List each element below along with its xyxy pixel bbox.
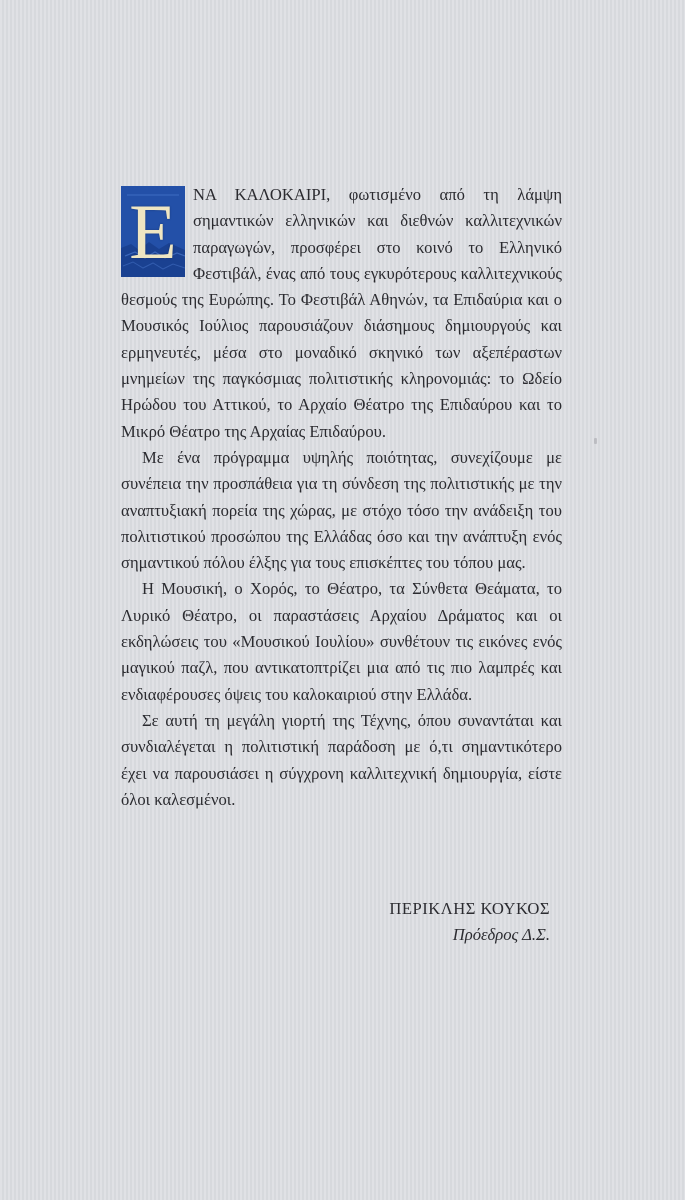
signature-title: Πρόεδρος Δ.Σ. (452, 925, 550, 944)
letter-body (121, 182, 562, 813)
dropcap-letter: Ε (129, 188, 177, 275)
paragraph-1-text: ΝΑ ΚΑΛΟΚΑΙΡΙ, φωτισμένο από τη λάμψη σημαντικών ελληνικών και διεθνών καλλιτεχνικών παραγωγών, προσφέρει στο κοινό το Ελληνικό Φεστιβάλ, ένας από τους εγκυρότερους καλλιτεχνικούς θεσμούς της Ευρώπης. Το Φεστιβάλ Αθηνών, τα Επιδαύρια και ο Μουσικός Ιούλιος παρουσιάζουν διάσημους δημιουργούς και ερμηνευτές, μέσα στο μοναδικό σκηνικό των αξεπέραστων μνημείων της παγκόσμιας πολιτιστικής κληρονομιάς: το Ωδείο Ηρώδου του Αττικού, το Αρχαίο Θέατρο της Επιδαύρου και το Μικρό Θέατρο της Αρχαίας Επιδαύρου. (121, 185, 562, 441)
paper-speck (594, 438, 597, 444)
dropcap-block (121, 186, 185, 277)
paragraph-3: Η Μουσική, ο Χορός, το Θέατρο, τα Σύνθετα Θεάματα, το Λυρικό Θέατρο, οι παραστάσεις Αρχαίου Δράματος και οι εκδηλώσεις του «Μουσικού Ιουλίου» συνθέτουν τις εικόνες ενός μαγικού παζλ, που αντικατοπτρίζει μια από τις πιο λαμπρές και ενδιαφέρουσες όψεις του καλοκαιριού στην Ελλάδα. (121, 579, 562, 704)
paragraph-4: Σε αυτή τη μεγάλη γιορτή της Τέχνης, όπου συναντάται και συνδιαλέγεται η πολιτιστική παράδοση με ό,τι σημαντικότερο έχει να παρουσιάσει η σύγχρονη καλλιτεχνική δημιουργία, είστε όλοι καλεσμένοι. (121, 710, 562, 809)
paragraph-1 (121, 182, 562, 445)
paragraph-2: Με ένα πρόγραμμα υψηλής ποιότητας, συνεχίζουμε με συνέπεια την προσπάθεια για τη σύνδεση της πολιτιστικής με την αναπτυξιακή πορεία της χώρας, με στόχο τόσο την ανάδειξη του πολιτιστικού προσώπου της Ελλάδας όσο και την ανάπτυξη ενός σημαντικού πόλου έλξης για τους επισκέπτες του τόπου μας. (121, 447, 562, 573)
signature-block (389, 896, 550, 948)
signature-name: ΠΕΡΙΚΛΗΣ ΚΟΥΚΟΣ (389, 899, 550, 918)
